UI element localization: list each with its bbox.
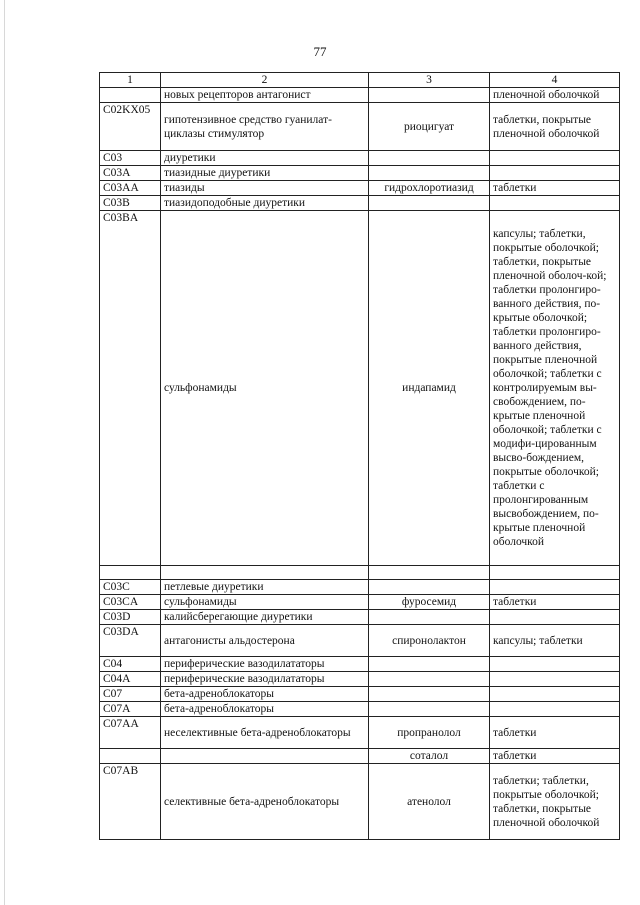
drug-name-cell [369, 657, 490, 672]
drug-name-cell: пропранолол [369, 717, 490, 749]
atc-code-cell: C03C [100, 580, 161, 595]
dosage-form-cell [490, 166, 620, 181]
drug-name-cell: риоцигуат [369, 103, 490, 151]
group-name-cell: тиазидные диуретики [161, 166, 369, 181]
drug-name-cell [369, 672, 490, 687]
group-name-cell: сульфонамиды [161, 211, 369, 566]
group-name-cell: неселективные бета-адреноблокаторы [161, 717, 369, 749]
atc-code-cell: C03BA [100, 211, 161, 566]
dosage-form-cell [490, 566, 620, 580]
drug-name-cell [369, 88, 490, 103]
drug-name-cell [369, 566, 490, 580]
drug-name-cell: соталол [369, 749, 490, 764]
table-row [100, 672, 620, 687]
drug-name-cell [369, 702, 490, 717]
drug-classification-table [99, 72, 620, 840]
atc-code-cell [100, 749, 161, 764]
group-name-cell: тиазидоподобные диуретики [161, 196, 369, 211]
dosage-form-cell: таблетки [490, 749, 620, 764]
table-row [100, 610, 620, 625]
table-row [100, 625, 620, 657]
dosage-form-cell: таблетки [490, 717, 620, 749]
dosage-form-cell [490, 610, 620, 625]
header-row [100, 73, 620, 88]
group-name-cell [161, 749, 369, 764]
group-name-cell: периферические вазодилататоры [161, 657, 369, 672]
dosage-form-cell: таблетки [490, 595, 620, 610]
table-row [100, 717, 620, 749]
group-name-cell: периферические вазодилататоры [161, 672, 369, 687]
dosage-form-cell [490, 151, 620, 166]
dosage-form-cell [490, 702, 620, 717]
group-name-cell: петлевые диуретики [161, 580, 369, 595]
drug-name-cell: спиронолактон [369, 625, 490, 657]
atc-code-cell: C03A [100, 166, 161, 181]
group-name-cell: бета-адреноблокаторы [161, 702, 369, 717]
group-name-cell: новых рецепторов антагонист [161, 88, 369, 103]
atc-code-cell: C07 [100, 687, 161, 702]
group-name-cell: калийсберегающие диуретики [161, 610, 369, 625]
dosage-form-cell: таблетки [490, 181, 620, 196]
dosage-form-cell [490, 580, 620, 595]
group-name-cell: сульфонамиды [161, 595, 369, 610]
table-row [100, 580, 620, 595]
atc-code-cell: C04A [100, 672, 161, 687]
page-number: 77 [313, 44, 327, 59]
group-name-cell: антагонисты альдостерона [161, 625, 369, 657]
atc-code-cell: C03B [100, 196, 161, 211]
table-row [100, 181, 620, 196]
table-row [100, 151, 620, 166]
drug-name-cell [369, 196, 490, 211]
table-row [100, 166, 620, 181]
atc-code-cell: C03AA [100, 181, 161, 196]
dosage-form-cell: таблетки, покрытые пленочной оболочкой [490, 103, 620, 151]
header-col-3: 3 [369, 73, 490, 88]
table-row [100, 88, 620, 103]
atc-code-cell: C07AA [100, 717, 161, 749]
page-edge-line [4, 0, 5, 905]
header-col-4: 4 [490, 73, 620, 88]
atc-code-cell: C07AB [100, 764, 161, 840]
atc-code-cell [100, 566, 161, 580]
drug-name-cell [369, 687, 490, 702]
table-row [100, 764, 620, 840]
atc-code-cell: C07A [100, 702, 161, 717]
dosage-form-cell: таблетки; таблетки, покрытые оболочкой; таблетки, покрытые пленочной оболочкой [490, 764, 620, 840]
dosage-form-cell [490, 687, 620, 702]
dosage-form-cell [490, 657, 620, 672]
group-name-cell: тиазиды [161, 181, 369, 196]
atc-code-cell: C04 [100, 657, 161, 672]
table-body [100, 88, 620, 840]
group-name-cell: селективные бета-адреноблокаторы [161, 764, 369, 840]
table-row [100, 595, 620, 610]
table-row [100, 103, 620, 151]
drug-name-cell: индапамид [369, 211, 490, 566]
drug-name-cell [369, 166, 490, 181]
table-row [100, 657, 620, 672]
table-row [100, 211, 620, 566]
dosage-form-cell [490, 672, 620, 687]
group-name-cell: диуретики [161, 151, 369, 166]
atc-code-cell: C03 [100, 151, 161, 166]
dosage-form-cell [490, 196, 620, 211]
group-name-cell: бета-адреноблокаторы [161, 687, 369, 702]
drug-name-cell [369, 580, 490, 595]
table-row [100, 749, 620, 764]
drug-name-cell: фуросемид [369, 595, 490, 610]
drug-name-cell: атенолол [369, 764, 490, 840]
atc-code-cell: C03CA [100, 595, 161, 610]
header-col-1: 1 [100, 73, 161, 88]
table-row [100, 687, 620, 702]
drug-name-cell [369, 610, 490, 625]
dosage-form-cell: капсулы; таблетки, покрытые оболочкой; таблетки, покрытые пленочной оболоч-кой; таблетки пролонгиро-ванного действия, по-крытые оболочкой; таблетки пролонгиро-ванного действия, покрытые пленочной оболочкой; таблетки с контролируемым вы-свобождением, по-крытые пленочной оболочкой; таблетки с модифи-цированным высво-бождением, покрытые оболочкой; таблетки с пролонгированным высвобождением, по-крытые пленочной оболочкой [490, 211, 620, 566]
table-row [100, 196, 620, 211]
atc-code-cell [100, 88, 161, 103]
drug-name-cell: гидрохлоротиазид [369, 181, 490, 196]
atc-code-cell: C02KX05 [100, 103, 161, 151]
header-col-2: 2 [161, 73, 369, 88]
drug-name-cell [369, 151, 490, 166]
atc-code-cell: C03D [100, 610, 161, 625]
atc-code-cell: C03DA [100, 625, 161, 657]
dosage-form-cell: капсулы; таблетки [490, 625, 620, 657]
group-name-cell [161, 566, 369, 580]
dosage-form-cell: пленочной оболочкой [490, 88, 620, 103]
table-row [100, 566, 620, 580]
table-row [100, 702, 620, 717]
group-name-cell: гипотензивное средство гуанилат-циклазы стимулятор [161, 103, 369, 151]
